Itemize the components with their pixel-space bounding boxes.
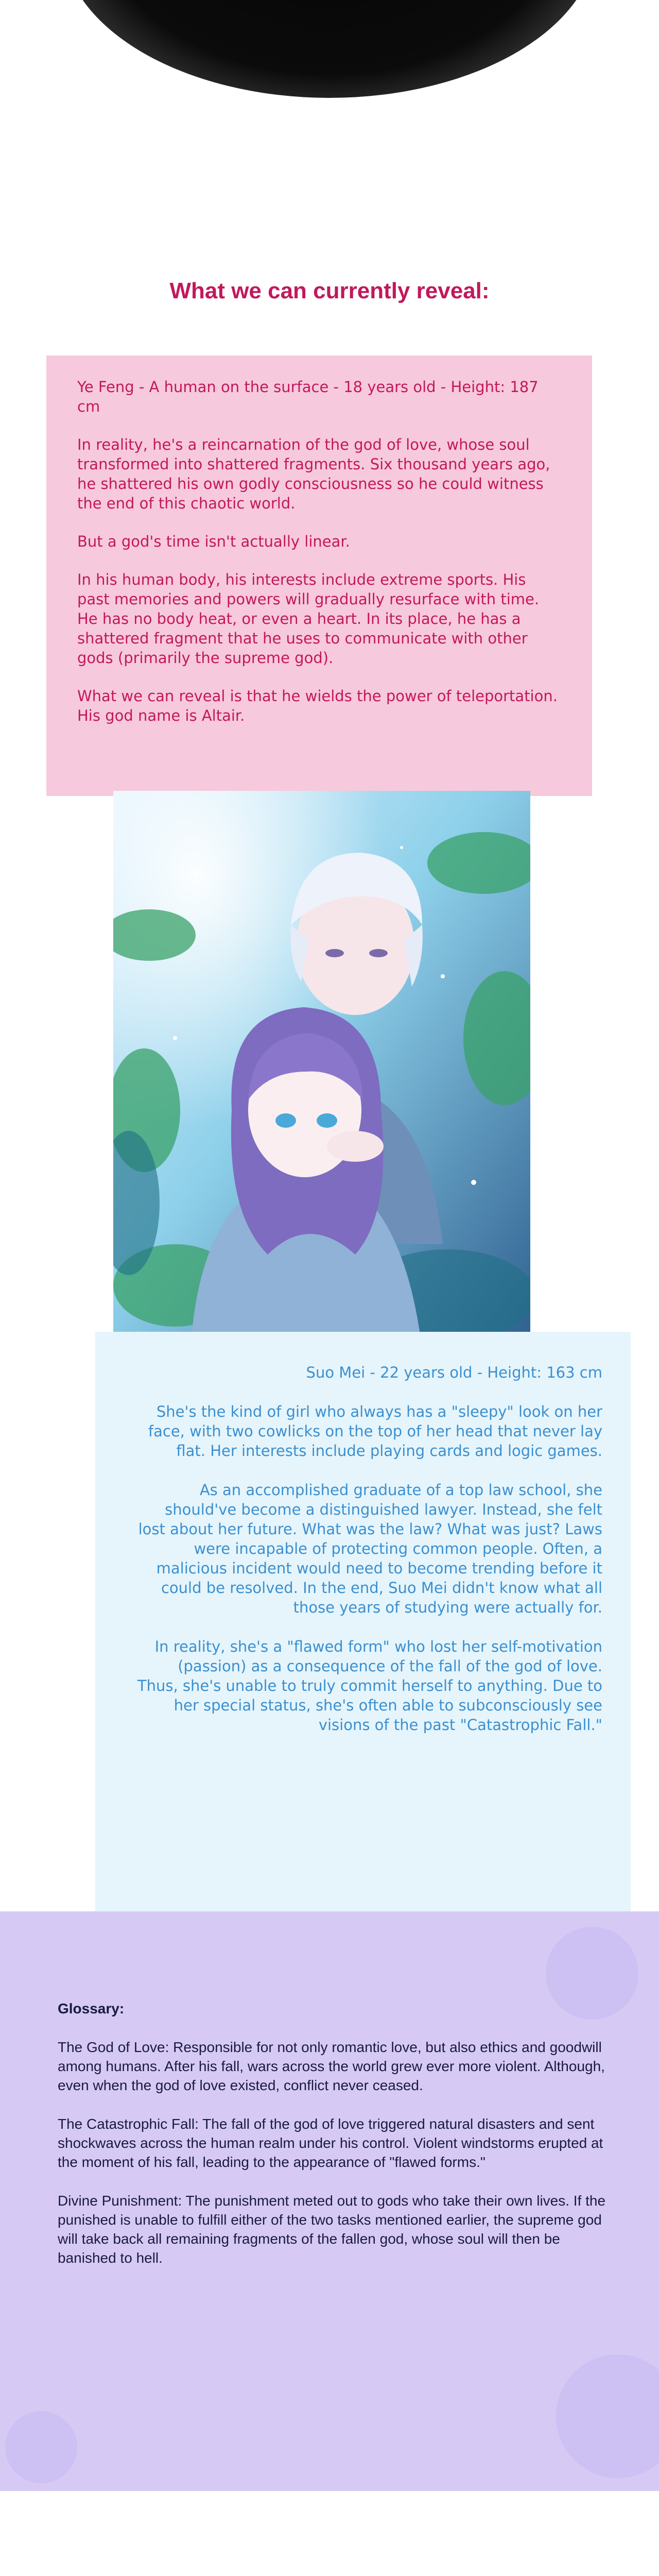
ye-feng-paragraph: In his human body, his interests include extreme sports. His past memories and powers will gradually resurface with time. He has no body heat, or even a heart. In its place, he has a shattered fragment that he uses to communicate with other gods (primarily the supreme god). — [77, 571, 540, 667]
glossary-section — [0, 1911, 659, 2491]
suo-mei-paragraph: She's the kind of girl who always has a "sleepy" look on her face, with two cowlicks on the top of her head that never lay flat. Her interests include playing cards and logic games. — [148, 1403, 602, 1460]
suo-mei-info-box — [95, 1332, 631, 1955]
suo-mei-paragraph: As an accomplished graduate of a top law school, she should've become a distinguished lawyer. Instead, she felt lost about her future. What was the law? What was just? Laws were incapable of protecting common people. Often, a malicious incident would need to become trending before it could be resolved. In the end, Suo Mei didn't know what all those years of studying were actually for. — [138, 1481, 602, 1616]
ye-feng-paragraph: In reality, he's a reincarnation of the god of love, whose soul transformed into shattered fragments. Six thousand years ago, he shattered his own godly consciousness so he could witness the end of this chaotic world. — [77, 436, 550, 512]
top-dark-arc — [62, 0, 597, 98]
reveal-heading: What we can currently reveal: — [169, 278, 490, 303]
ye-feng-stats: Ye Feng - A human on the surface - 18 years old - Height: 187 cm — [77, 378, 539, 415]
character-illustration — [113, 791, 530, 1350]
glossary-title: Glossary: — [58, 2001, 125, 2016]
ye-feng-info-box — [46, 355, 592, 796]
ye-feng-paragraph: But a god's time isn't actually linear. — [77, 533, 350, 550]
glossary-entry: The God of Love: Responsible for not only romantic love, but also ethics and goodwill among humans. After his fall, wars across the world grew ever more violent. Although, even when the god of love existed, conflict never ceased. — [58, 2039, 605, 2093]
suo-mei-paragraph: In reality, she's a "flawed form" who lost her self-motivation (passion) as a consequence of the fall of the god of love. Thus, she's unable to truly commit herself to anything. Due to her special status, she's often able to subconsciously see visions of the past "Catastrophic Fall." — [137, 1638, 602, 1734]
suo-mei-stats: Suo Mei - 22 years old - Height: 163 cm — [306, 1364, 602, 1381]
glossary-entry: The Catastrophic Fall: The fall of the god of love triggered natural disasters and sent shockwaves across the human realm under his control. Violent windstorms erupted at the moment of his fall, leading to the appearance of "flawed forms." — [58, 2116, 603, 2170]
ye-feng-paragraph: What we can reveal is that he wields the power of teleportation. His god name is Altair. — [77, 687, 558, 724]
glossary-entry: Divine Punishment: The punishment meted out to gods who take their own lives. If the punished is unable to fulfill either of the two tasks mentioned earlier, the supreme god will take back all remaining fragments of the fallen god, whose soul will then be banished to hell. — [58, 2193, 606, 2266]
